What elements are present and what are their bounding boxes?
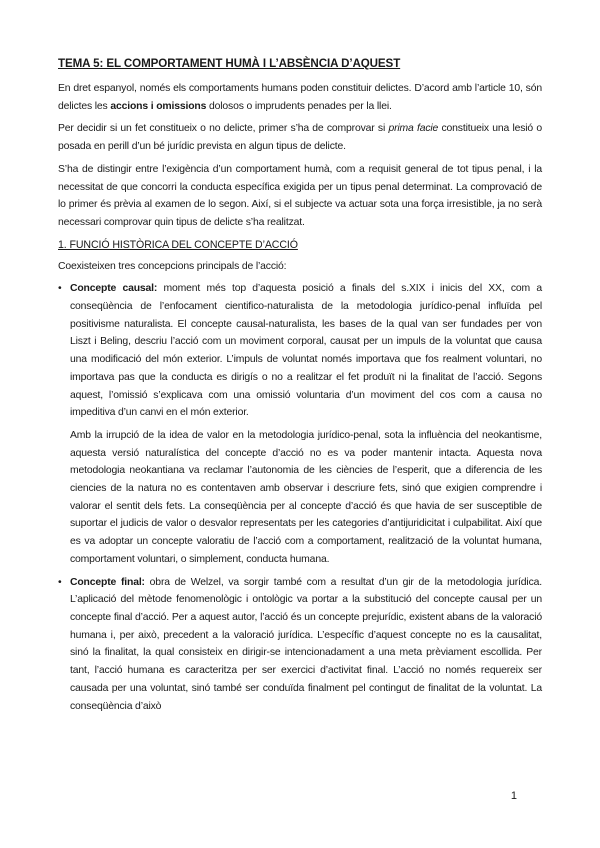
intro2-text-before: Per decidir si un fet constitueix o no delicte, primer s’ha de comprovar si: [58, 123, 389, 135]
document-title: TEMA 5: EL COMPORTAMENT HUMÀ I L’ABSÈNCIA D’AQUEST: [58, 57, 401, 70]
section-lead: Coexisteixen tres concepcions principals de l’acció:: [58, 260, 287, 272]
final-text-1: obra de Welzel, va sorgir també com a resultat d’un gir de la metodologia jurídica. L’aplicació del mètode fenomenològic i ontològic va portar a la substitució del concepte causal per un concepte final d’acció. Per a aquest autor, l’acció és un concepte prejurídic, existent abans de la valoració humana i, per això, precedent a la valoració jurídica. L’específic d’aquest concepte no es la causalitat, sinó la finalitat, la qual consisteix en dirigir-se intencionadament a una meta prèviament escollida. Per tant, l’acció humana es caracteritza per ser exercici d’activitat final. L’acció no només requereix ser causada per una voluntat, sinó també ser conduïda finalment pel contingut de finalitat de la voluntat. La conseqüència d’això: [70, 576, 542, 712]
document-page: [58, 56, 542, 720]
section-heading: 1. FUNCIÓ HISTÒRICA DEL CONCEPTE D’ACCIÓ: [58, 238, 298, 251]
intro1-bold-text: accions i omissions: [110, 100, 207, 112]
final-label: Concepte final:: [70, 576, 145, 588]
causal-label: Concepte causal:: [70, 283, 158, 295]
causal-text-1: moment més top d’aquesta posició a finals del s.XIX i inicis del XX, com a conseqüència de l’enfocament cientifico-naturalista de la metodologia jurídico-penal influïda pel positivisme naturalista. El concepte causal-naturalista, les bases de la qual van ser fundades per von Liszt i Beling, descriu l’acció com un moviment corporal, causat per un impuls de la voluntat que causa una modificació del món exterior. L’impuls de voluntat només importava que fos realment voluntari, no importava pas que la conducta es dirigís o no a realitzar el fet produït ni la finalitat de l’acció. Segons aquest, l’omissió s’explicava com una omissió voluntaria d’un moviment del cos com a causa no impeditiva d’un canvi en el món exterior.: [70, 283, 542, 419]
intro-paragraph-2: [58, 120, 542, 155]
intro1-text-before: En dret espanyol, només els comportaments humans poden constituir delictes. D’acord amb l’article 10, són delictes les: [58, 83, 542, 112]
bullet-dot: •: [58, 283, 62, 295]
bullet-dot: •: [58, 576, 62, 588]
causal-paragraph-2: Amb la irrupció de la idea de valor en la metodologia jurídico-penal, sota la influència del neokantisme, aquesta versió naturalística del concepte d’acció no es va poder mantenir intacta. Aquesta nova metodologia neokantiana va reclamar l’autonomia de les ciències de l’esperit, que a diferencia de les ciencies de la natura no es contentaven amb observar i descriure fets, sinó que exigien comprendre i valorar el sentit dels fets. La conseqüència per al concepte d’acció és que havia de ser susceptible de suportar el judicis de valor o desvalor representats per les categories d’antijuridicitat i culpabilitat. Així que es va adoptar un concepte valoratiu de l’acció com a comportament, realització de la voluntat humana, comportament voluntari, o simplement, conducta humana.: [70, 429, 542, 565]
intro-paragraph-3: S’ha de distingir entre l’exigència d’un comportament humà, com a requisit general de tot tipus penal, i la necessitat de que concorri la conducta específica exigida per un tipus penal determinat. La comprovació de lo primer és prèvia al examen de lo segon. Així, si el subjecte va actuar sota una força irresistible, ja no serà necessari comprovar quin tipus de delicte s’ha realitzat.: [58, 163, 542, 228]
final-paragraph-1: [70, 574, 542, 716]
bullet-causal: [58, 280, 542, 568]
bullet-final: [58, 574, 542, 716]
intro-paragraph-1: [58, 80, 542, 115]
page-number: 1: [510, 790, 517, 802]
causal-paragraph-1: [70, 280, 542, 422]
intro2-italic-text: prima facie: [388, 123, 439, 135]
intro1-text-after: dolosos o imprudents penades per la llei.: [206, 100, 392, 112]
intro2-text-after: constitueix una lesió o posada en perill d’un bé jurídic prevista en algun tipus de delicte.: [58, 123, 543, 153]
